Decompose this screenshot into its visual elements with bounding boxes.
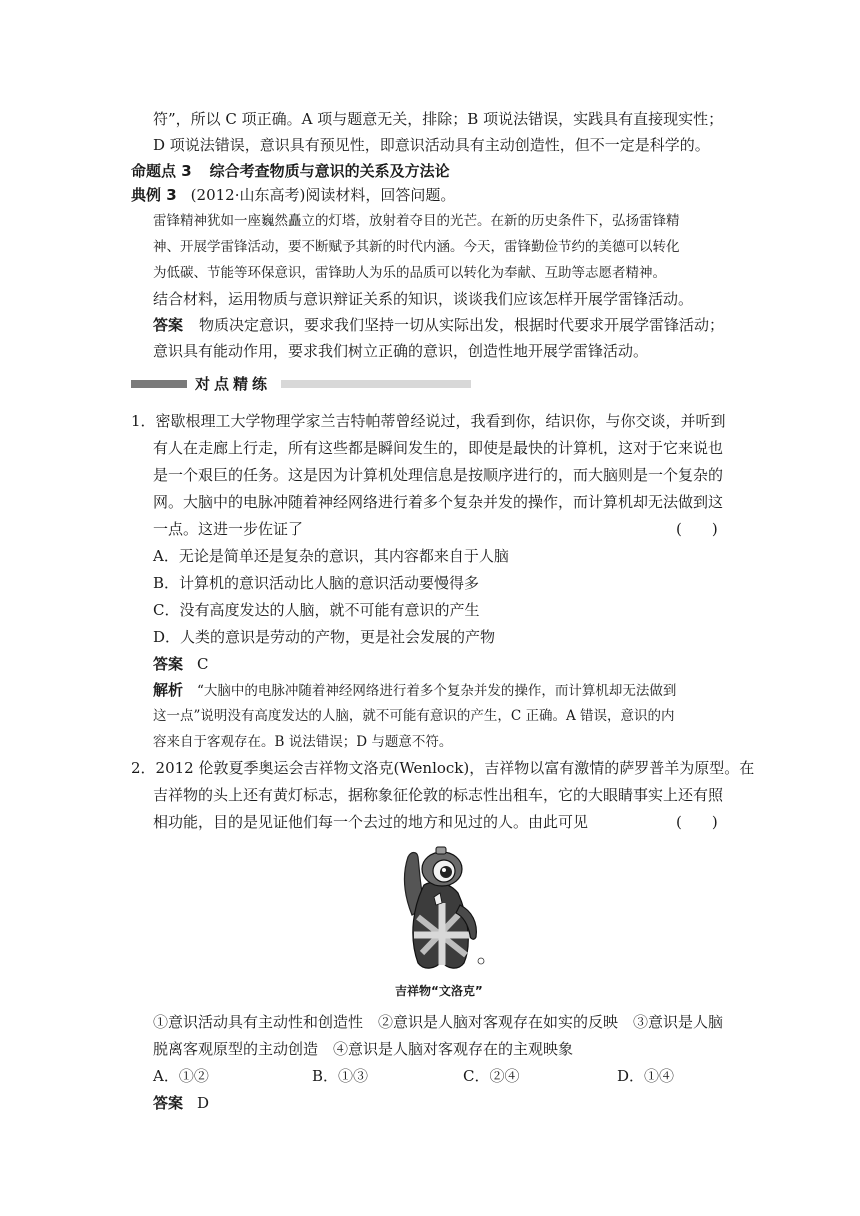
answer-label: 答案 bbox=[153, 316, 184, 334]
q2-statements-line-1: ①意识活动具有主动性和创造性 ②意识是人脑对客观存在如实的反映 ③意识是人脑 bbox=[153, 1013, 724, 1031]
answer-text: D bbox=[197, 1094, 210, 1112]
q2-option-d: D．①④ bbox=[617, 1067, 675, 1085]
section-header-bar bbox=[131, 377, 471, 391]
example3-source: (2012·山东高考)阅读材料，回答问题。 bbox=[190, 186, 456, 204]
section-bar-dark bbox=[131, 380, 187, 388]
example3-material-line: 为低碳、节能等环保意识，雷锋助人为乐的品质可以转化为奉献、互助等志愿者精神。 bbox=[153, 265, 666, 281]
q1-option-c: C．没有高度发达的人脑，就不可能有意识的产生 bbox=[153, 601, 480, 619]
example3-material-line: 神、开展学雷锋活动，要不断赋予其新的时代内涵。今天，雷锋勤俭节约的美德可以转化 bbox=[153, 239, 680, 255]
answer-text: 物质决定意识，要求我们坚持一切从实际出发，根据时代要求开展学雷锋活动； bbox=[199, 316, 725, 334]
mascot-caption: 吉祥物“文洛克” bbox=[395, 984, 483, 998]
q2-answer bbox=[153, 1092, 209, 1114]
q2-option-c: C．②④ bbox=[463, 1067, 520, 1085]
point3-label: 命题点 3 bbox=[131, 162, 192, 180]
q1-analysis-line: 容来自于客观存在。B 说法错误；D 与题意不符。 bbox=[153, 734, 453, 750]
q1-stem-line: 是一个艰巨的任务。这是因为计算机处理信息是按顺序进行的，而大脑则是一个复杂的 bbox=[153, 466, 724, 484]
section-title: 对点精练 bbox=[195, 375, 272, 393]
q2-stem-text: 2012 伦敦夏季奥运会吉祥物文洛克(Wenlock)，吉祥物以富有激情的萨罗普羊为原型。在 bbox=[155, 759, 755, 777]
prev-answer-line-1: 符”，所以 C 项正确。A 项与题意无关，排除；B 项说法错误，实践具有直接现实性； bbox=[153, 110, 724, 128]
q1-answer bbox=[153, 653, 209, 675]
q1-analysis bbox=[153, 679, 676, 702]
q1-stem-line: 一点。这进一步佐证了 bbox=[153, 520, 304, 538]
q1-analysis-line: 这一点”说明没有高度发达的人脑，就不可能有意识的产生，C 正确。A 错误，意识的内 bbox=[153, 708, 675, 724]
example3-answer-line-2: 意识具有能动作用，要求我们树立正确的意识，创造性地开展学雷锋活动。 bbox=[153, 342, 649, 360]
section-bar-light bbox=[281, 380, 471, 388]
q2-stem-line: 吉祥物的头上还有黄灯标志，据称象征伦敦的标志性出租车，它的大眼睛事实上还有照 bbox=[153, 786, 724, 804]
wenlock-mascot-image bbox=[384, 845, 494, 973]
prev-answer-line-2: D 项说法错误，意识具有预见性，即意识活动具有主动创造性，但不一定是科学的。 bbox=[153, 136, 710, 154]
q1-stem-text: 密歇根理工大学物理学家兰吉特帕蒂曾经说过，我看到你，结识你，与你交谈，并听到 bbox=[155, 412, 726, 430]
q2-option-b: B．①③ bbox=[312, 1067, 369, 1085]
q2-option-a: A．①② bbox=[153, 1067, 209, 1085]
example3-answer bbox=[153, 314, 724, 336]
q2-statements-line-2: 脱离客观原型的主动创造 ④意识是人脑对客观存在的主观映象 bbox=[153, 1040, 574, 1058]
analysis-label: 解析 bbox=[153, 681, 184, 699]
q2-number: 2． bbox=[131, 759, 156, 777]
answer-label: 答案 bbox=[153, 655, 184, 673]
point3-title: 综合考查物质与意识的关系及方法论 bbox=[209, 162, 450, 180]
q2-answer-parens: ( ) bbox=[676, 813, 718, 831]
example3-label: 典例 3 bbox=[131, 186, 177, 204]
q1-answer-parens: ( ) bbox=[676, 520, 718, 538]
example3-heading bbox=[131, 184, 455, 206]
q1-stem-line-1 bbox=[131, 410, 726, 432]
example3-material-line: 雷锋精神犹如一座巍然矗立的灯塔，放射着夺目的光芒。在新的历史条件下，弘扬雷锋精 bbox=[153, 213, 680, 229]
q2-stem-line-1 bbox=[131, 757, 754, 779]
q2-stem-line: 相功能，目的是见证他们每一个去过的地方和见过的人。由此可见 bbox=[153, 813, 589, 831]
analysis-text: “大脑中的电脉冲随着神经网络进行着多个复杂并发的操作，而计算机却无法做到 bbox=[197, 683, 677, 699]
q1-option-b: B．计算机的意识活动比人脑的意识活动要慢得多 bbox=[153, 574, 480, 592]
q1-number: 1． bbox=[131, 412, 156, 430]
q1-option-a: A．无论是简单还是复杂的意识，其内容都来自于人脑 bbox=[153, 547, 509, 565]
example3-question: 结合材料，运用物质与意识辩证关系的知识，谈谈我们应该怎样开展学雷锋活动。 bbox=[153, 290, 694, 308]
q1-stem-line: 有人在走廊上行走，所有这些都是瞬间发生的，即使是最快的计算机，这对于它来说也 bbox=[153, 439, 724, 457]
point3-heading bbox=[131, 160, 450, 182]
answer-label: 答案 bbox=[153, 1094, 184, 1112]
q1-stem-line: 网。大脑中的电脉冲随着神经网络进行着多个复杂并发的操作，而计算机却无法做到这 bbox=[153, 493, 724, 511]
q1-option-d: D．人类的意识是劳动的产物，更是社会发展的产物 bbox=[153, 628, 496, 646]
answer-text: C bbox=[197, 655, 209, 673]
